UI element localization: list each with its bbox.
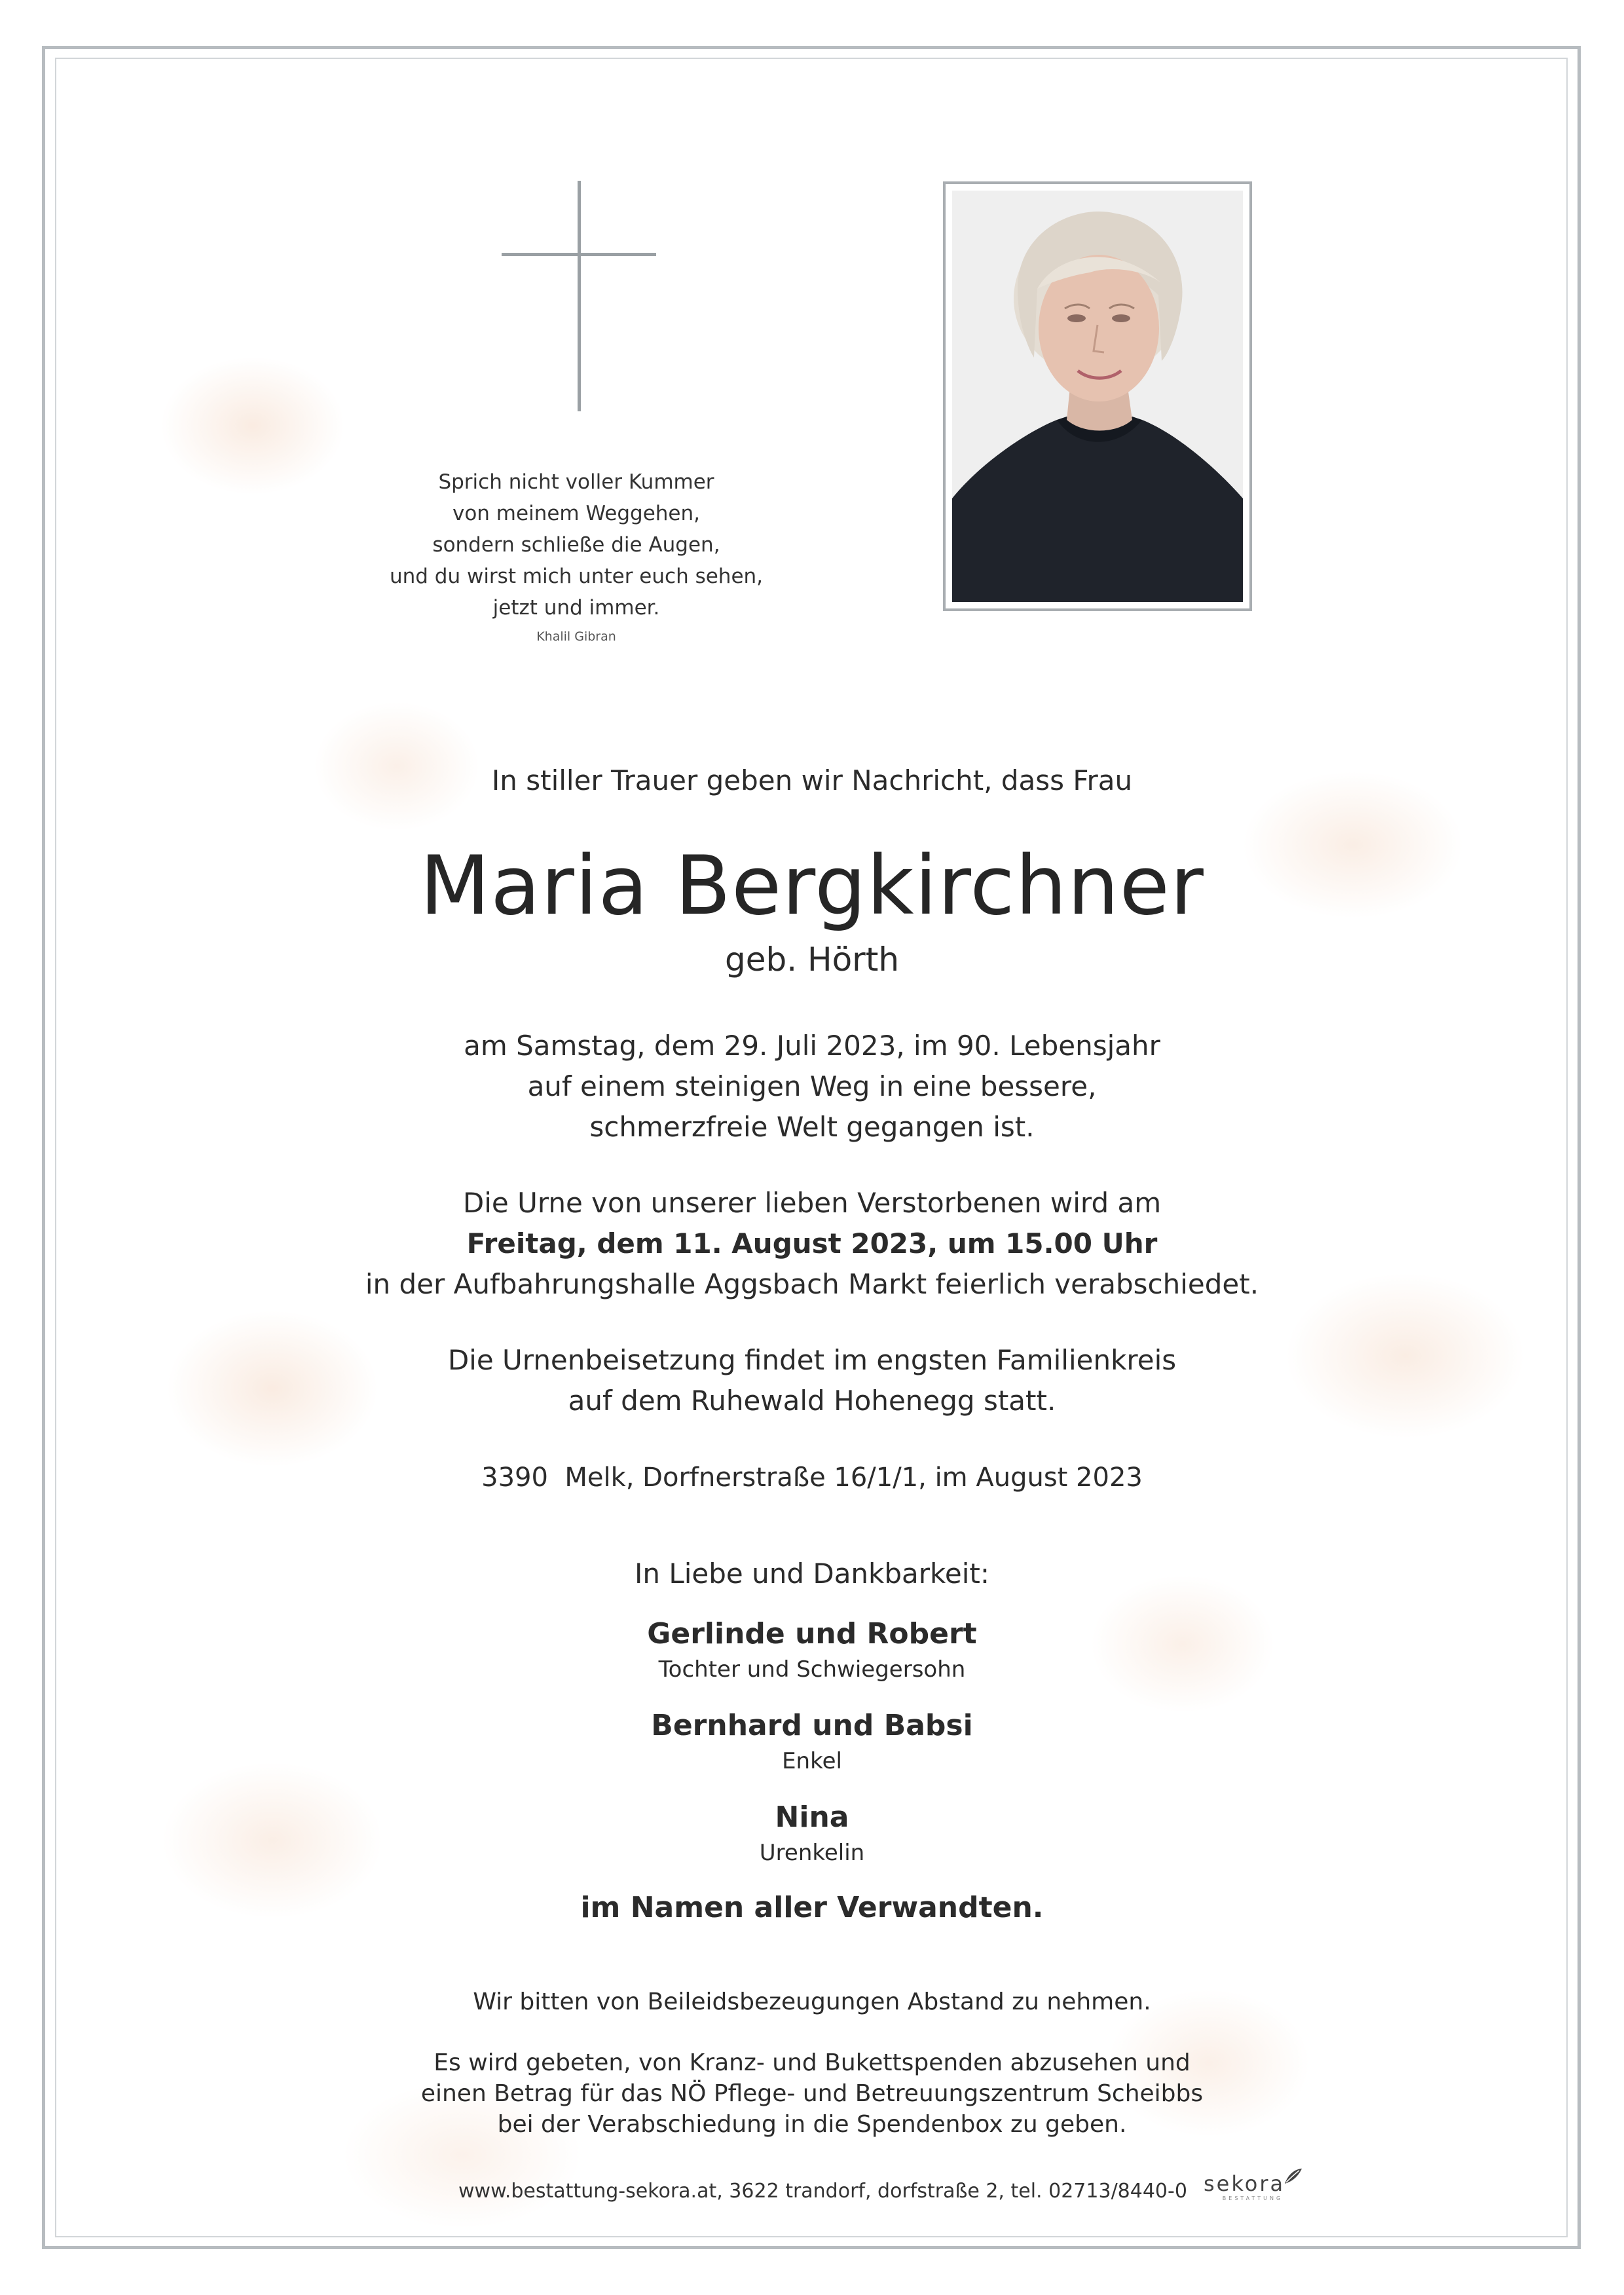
condolence-note: Wir bitten von Beileidsbezeugungen Abstand zu nehmen. [473,1988,1151,2015]
portrait-photo [952,191,1243,602]
family-name: Nina [775,1801,849,1834]
family-entry [0,1797,1624,1868]
farewell-paragraph [0,1183,1624,1305]
announcement-intro: In stiller Trauer geben wir Nachricht, dass Frau [491,764,1133,796]
funeral-home-contact: www.bestattung-sekora.at, 3622 trandorf, dorfstraße 2, tel. 02713/8440-0 [458,2180,1187,2203]
logo-subtitle: BESTATTUNG [1222,2195,1283,2201]
quote-line: Sprich nicht voller Kummer [438,470,714,494]
quote-line: sondern schließe die Augen, [432,533,720,557]
family-name: Gerlinde und Robert [647,1617,977,1651]
quote-author: Khalil Gibran [536,629,616,644]
birth-name: geb. Hörth [724,941,900,979]
place-and-date: 3390 Melk, Dorfnerstraße 16/1/1, im August 2023 [481,1463,1143,1493]
portrait-frame [943,181,1252,611]
cross-horizontal-bar [502,253,656,256]
donation-line: Es wird gebeten, von Kranz- und Bukettspenden abzusehen und [434,2049,1190,2076]
paragraph-line: am Samstag, dem 29. Juli 2023, im 90. Lebensjahr [464,1030,1160,1062]
family-role: Tochter und Schwiegersohn [658,1656,966,1683]
paragraph-line: in der Aufbahrungshalle Aggsbach Markt feierlich verabschiedet. [365,1268,1259,1300]
donation-line: bei der Verabschiedung in die Spendenbox zu geben. [497,2111,1127,2138]
donation-note [0,2047,1624,2140]
paragraph-line: Die Urnenbeisetzung findet im engsten Familienkreis [447,1344,1177,1376]
deceased-name: Maria Bergkirchner [420,839,1204,933]
logo-wordmark: sekora [1204,2171,1285,2196]
burial-paragraph [0,1340,1624,1421]
sekora-logo [1204,2172,1302,2207]
paragraph-line: auf dem Ruhewald Hohenegg statt. [568,1385,1056,1417]
family-role: Enkel [782,1748,842,1774]
quote-line: und du wirst mich unter euch sehen, [389,565,764,588]
mourners-intro: In Liebe und Dankbarkeit: [634,1558,989,1590]
paragraph-line: Die Urne von unserer lieben Verstorbenen wird am [462,1187,1162,1219]
memorial-quote [367,466,786,650]
family-name: Bernhard und Babsi [651,1709,973,1742]
quote-line: von meinem Weggehen, [452,502,701,525]
family-entry [0,1614,1624,1685]
donation-line: einen Betrag für das NÖ Pflege- und Betreuungszentrum Scheibbs [420,2080,1204,2107]
paragraph-line: schmerzfreie Welt gegangen ist. [589,1111,1035,1143]
death-paragraph [0,1026,1624,1148]
farewell-date: Freitag, dem 11. August 2023, um 15.00 Uhr [466,1227,1158,1259]
paragraph-line: auf einem steinigen Weg in eine bessere, [527,1070,1097,1102]
leaf-icon [1283,2167,1303,2186]
family-entry [0,1706,1624,1776]
portrait-illustration [952,191,1243,602]
cross-vertical-bar [578,181,581,411]
quote-line: jetzt und immer. [492,596,660,620]
all-relatives: im Namen aller Verwandten. [580,1891,1044,1924]
family-role: Urenkelin [759,1840,865,1866]
